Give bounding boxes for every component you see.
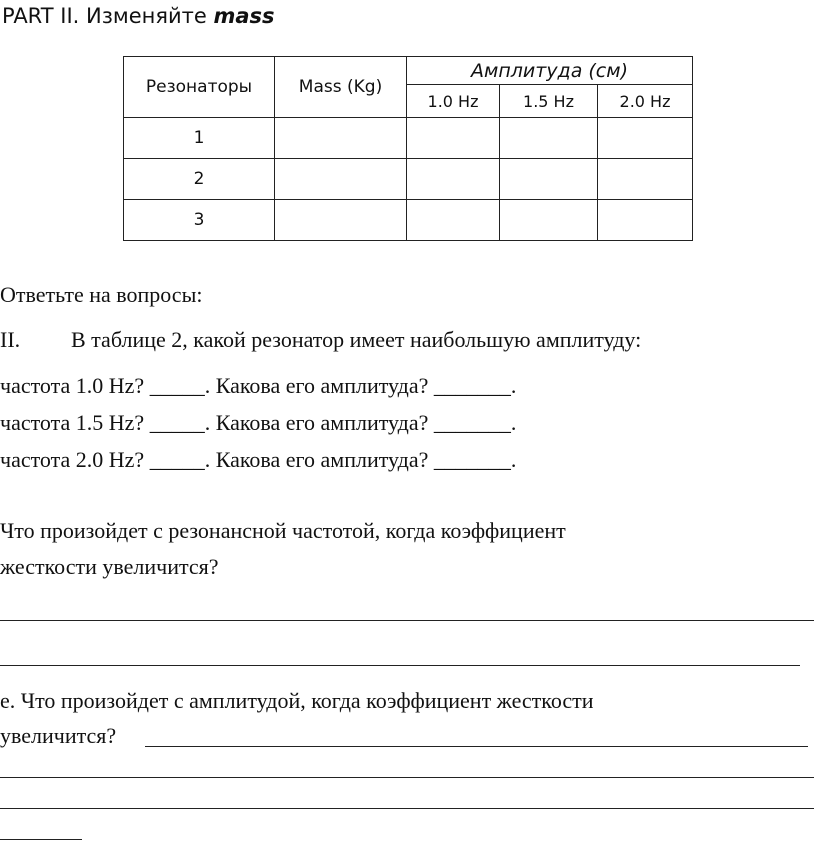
- answer-line[interactable]: [0, 839, 82, 840]
- freq-question-1: частота 1.0 Hz? _____. Какова его амплитуда? _______.: [0, 373, 517, 398]
- answer-line[interactable]: [0, 665, 800, 666]
- question-e-line-1: е. Что произойдет с амплитудой, когда коэффициент жесткости: [0, 688, 594, 713]
- table-row: [124, 200, 693, 241]
- amp-cell[interactable]: [500, 159, 598, 200]
- amp-cell[interactable]: [500, 118, 598, 159]
- header-mass: Mass (Kg): [275, 57, 407, 118]
- part-title: [2, 4, 275, 28]
- header-amplitude: Амплитуда (см): [407, 57, 693, 85]
- amplitude-table: [123, 56, 693, 241]
- amp-cell[interactable]: [407, 159, 500, 200]
- part-label: PART II. Изменяйте: [2, 4, 207, 28]
- amp-cell[interactable]: [598, 118, 693, 159]
- header-resonators: Резонаторы: [124, 57, 275, 118]
- answer-line[interactable]: [0, 808, 814, 809]
- amp-cell[interactable]: [598, 200, 693, 241]
- amp-cell[interactable]: [407, 200, 500, 241]
- row-label: 3: [124, 200, 275, 241]
- amp-cell[interactable]: [407, 118, 500, 159]
- amp-cell[interactable]: [500, 200, 598, 241]
- amp-cell[interactable]: [598, 159, 693, 200]
- question-e-line-2: увеличится?: [0, 723, 117, 748]
- part-emphasis: mass: [213, 4, 275, 28]
- question-2-text: В таблице 2, какой резонатор имеет наибольшую амплитуду:: [71, 327, 642, 352]
- resonance-question-line-2: жесткости увеличится?: [0, 554, 219, 579]
- questions-intro: Ответьте на вопросы:: [0, 282, 203, 307]
- question-2-number: II.: [0, 327, 21, 352]
- header-freq-2: 1.5 Hz: [500, 85, 598, 118]
- freq-question-2: частота 1.5 Hz? _____. Какова его амплитуда? _______.: [0, 410, 517, 435]
- header-freq-3: 2.0 Hz: [598, 85, 693, 118]
- answer-line[interactable]: [0, 777, 814, 778]
- header-freq-1: 1.0 Hz: [407, 85, 500, 118]
- table-row: [124, 159, 693, 200]
- resonance-question-line-1: Что произойдет с резонансной частотой, когда коэффициент: [0, 518, 566, 543]
- answer-line[interactable]: [0, 620, 814, 621]
- table-row: [124, 118, 693, 159]
- freq-question-3: частота 2.0 Hz? _____. Какова его амплитуда? _______.: [0, 447, 517, 472]
- row-label: 2: [124, 159, 275, 200]
- mass-cell[interactable]: [275, 159, 407, 200]
- row-label: 1: [124, 118, 275, 159]
- mass-cell[interactable]: [275, 118, 407, 159]
- answer-line[interactable]: [145, 746, 808, 747]
- mass-cell[interactable]: [275, 200, 407, 241]
